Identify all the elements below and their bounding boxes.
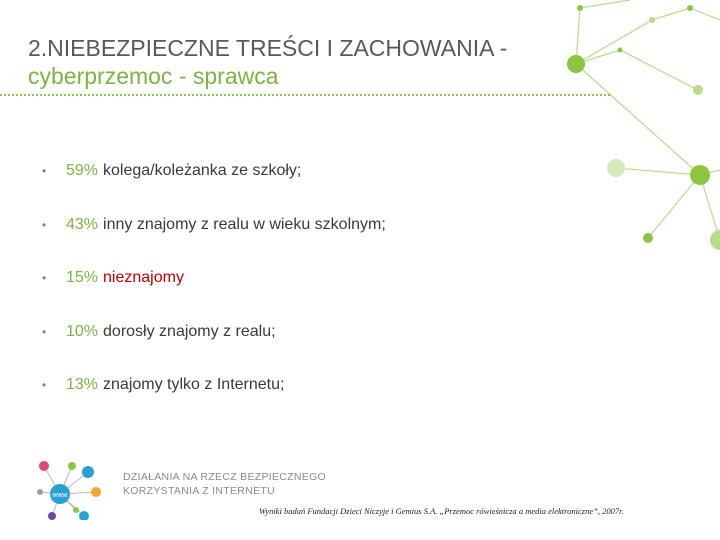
bullet-text: kolega/koleżanka ze szkoły; [103,162,302,179]
logo-badge: www [52,492,68,499]
bullet-percent: 13% [66,376,99,393]
bullet-percent: 10% [66,322,99,340]
safer-internet-logo [30,452,120,520]
source-citation: Wyniki badań Fundacji Dzieci Niczyje i Gemius S.A. „Przemoc rówieśnicza a media elektroniczne”, 2007r. [259,506,624,516]
bullet-icon: • [42,164,47,178]
list-item [42,376,386,430]
bullet-percent: 59% [66,162,99,179]
bullet-percent: 43% [66,215,99,233]
list-item [42,162,386,216]
bullet-list [42,162,386,430]
bullet-text: inny znajomy z realu w wieku szkolnym; [103,215,386,233]
bullet-text: znajomy tylko z Internetu; [103,376,285,393]
bullet-percent: 15% [66,269,99,286]
bullet-text: nieznajomy [103,269,184,286]
title-line-1: 2.NIEBEZPIECZNE TREŚCI I ZACHOWANIA - [28,35,508,61]
bullet-icon: • [42,271,47,285]
bullet-text: dorosły znajomy z realu; [103,322,276,340]
logo-caption-line-2: KORZYSTANIA Z INTERNETU [123,485,275,497]
network-decoration [520,0,720,300]
logo-caption-line-1: DZIAŁANIA NA RZECZ BEZPIECZNEGO [123,471,327,483]
list-item [42,269,386,323]
list-item [42,323,386,377]
bullet-icon: • [42,324,47,339]
page-title [28,34,507,90]
shield-icon [82,466,94,478]
at-icon [39,461,49,471]
list-item [42,216,386,270]
logo-caption [123,470,326,498]
title-divider [0,94,610,96]
title-line-2: cyberprzemoc - sprawca [28,63,279,89]
bullet-icon: • [42,378,47,392]
bullet-icon: • [42,217,47,232]
